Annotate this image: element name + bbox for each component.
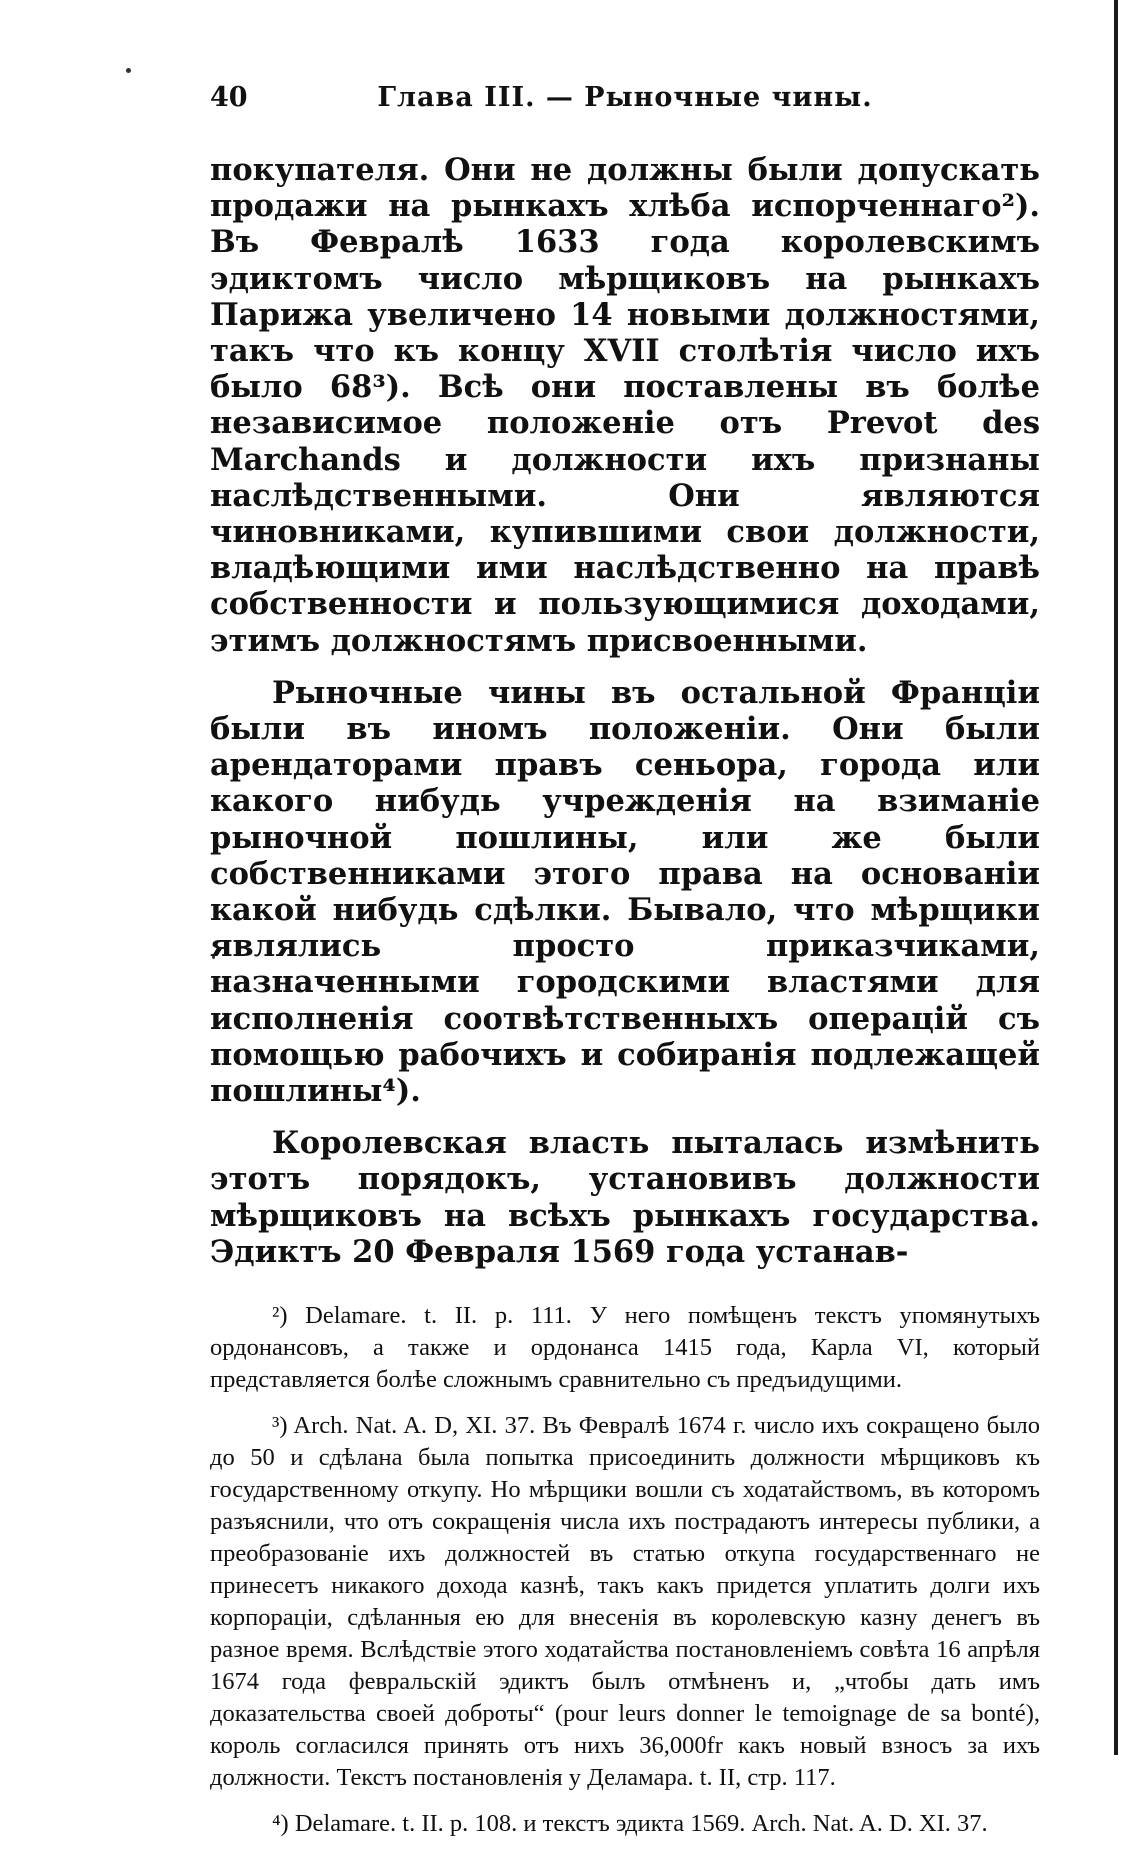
scan-speck	[126, 68, 131, 73]
page-header	[210, 82, 1040, 126]
footnote: ³) Arch. Nat. A. D, XI. 37. Въ Февралѣ 1674 г. число ихъ сокращено было до 50 и сдѣлана была попытка присоединить должности мѣрщиковъ къ государственному откупу. Но мѣрщики вошли съ ходатайствомъ, въ которомъ разъяснили, что отъ сокращенія числа ихъ пострадаютъ интересы публики, а преобразованіе ихъ должностей въ статью откупа государственнаго не принесетъ никакого дохода казнѣ, такъ какъ придется уплатить долги ихъ корпораціи, сдѣланныя ею для внесенія въ королевскую казну денегъ въ разное время. Вслѣдствіе этого ходатайства постановленіемъ совѣта 16 апрѣля 1674 года февральскій эдиктъ былъ отмѣненъ и, „чтобы дать имъ доказательства своей доброты“ (pour leurs donner le temoignage de sa bonté), король согласился принять отъ нихъ 36,000fr какъ новый взносъ за ихъ должности. Текстъ постановленія у Деламара. t. II, стр. 117.	[210, 1412, 1040, 1792]
footnotes	[210, 1300, 1040, 1840]
paragraph: покупателя. Они не должны были допускать продажи на рынкахъ хлѣба испорченнаго²). Въ Февралѣ 1633 года королевскимъ эдиктомъ число мѣрщиковъ на рынкахъ Парижа увеличено 14 новыми должностями, такъ что къ концу XVII столѣтія число ихъ было 68³). Всѣ они поставлены въ болѣе независимое положеніе отъ Prevot des Marchands и должности ихъ признаны наслѣдственными. Они являются чиновниками, купившими свои должности, владѣющими ими наслѣдственно на правѣ собственности и пользующимися доходами, этимъ должностямъ присвоенными.	[210, 152, 1040, 659]
footnote: ²) Delamare. t. II. p. 111. У него помѣщенъ текстъ упомянутыхъ ордонансовъ, а также и ордонанса 1415 года, Карла VI, который представляется болѣе сложнымъ сравнительно съ предъидущими.	[210, 1302, 1040, 1394]
footnote: ⁴) Delamare. t. II. p. 108. и текстъ эдикта 1569. Arch. Nat. A. D. XI. 37.	[272, 1810, 988, 1838]
page-number: 40	[210, 82, 248, 113]
running-title: Глава III. — Рыночные чины.	[377, 82, 873, 113]
body-text	[210, 152, 1040, 1270]
page-edge-line	[1114, 0, 1118, 1755]
book-page	[210, 82, 1040, 1854]
paragraph: Рыночные чины въ остальной Франціи были въ иномъ положеніи. Они были арендаторами правъ сеньора, города или какого нибудь учрежденія на взиманіе рыночной пошлины, или же были собственниками этого права на основаніи какой нибудь сдѣлки. Бывало, что мѣрщики являлись просто приказчиками, назначенными городскими властями для исполненія соотвѣтственныхъ операцій съ помощью рабочихъ и собиранія подлежащей пошлины⁴).	[210, 674, 1040, 1110]
paragraph: Королевская власть пыталась измѣнить этотъ порядокъ, установивъ должности мѣрщиковъ на всѣхъ рынкахъ государства. Эдиктъ 20 Февраля 1569 года устанав-	[210, 1125, 1040, 1270]
